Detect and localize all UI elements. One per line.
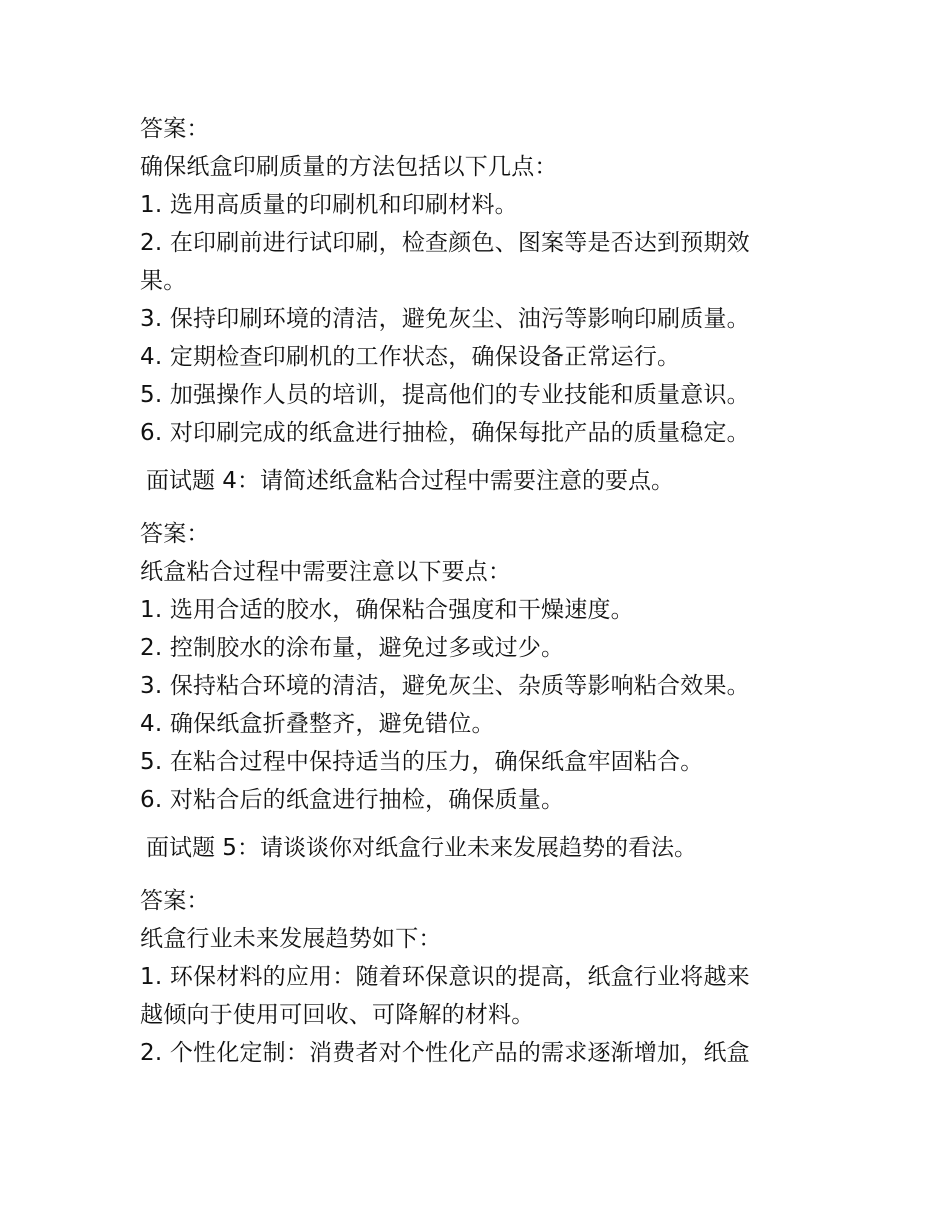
answer-section-4 — [140, 515, 810, 819]
answer-intro: 确保纸盒印刷质量的方法包括以下几点： — [140, 154, 558, 180]
answer-point: 2. 在印刷前进行试印刷，检查颜色、图案等是否达到预期效 — [140, 230, 750, 256]
document-page — [140, 110, 810, 1072]
question-4-title: 面试题 4：请简述纸盒粘合过程中需要注意的要点。 — [146, 468, 674, 494]
answer-intro: 纸盒粘合过程中需要注意以下要点： — [140, 559, 512, 585]
answer-point-continuation: 果。 — [140, 268, 187, 294]
answer-point: 3. 保持印刷环境的清洁，避免灰尘、油污等影响印刷质量。 — [140, 306, 750, 332]
answer-section-3 — [140, 110, 810, 452]
answer-point: 6. 对粘合后的纸盒进行抽检，确保质量。 — [140, 787, 565, 813]
answer-section-5 — [140, 882, 810, 1072]
answer-point: 5. 加强操作人员的培训，提高他们的专业技能和质量意识。 — [140, 382, 750, 408]
answer-label: 答案： — [140, 521, 210, 547]
answer-point: 2. 个性化定制：消费者对个性化产品的需求逐渐增加，纸盒 — [140, 1040, 750, 1066]
answer-point: 1. 环保材料的应用：随着环保意识的提高，纸盒行业将越来 — [140, 964, 750, 990]
answer-point: 1. 选用高质量的印刷机和印刷材料。 — [140, 192, 518, 218]
answer-point: 2. 控制胶水的涂布量，避免过多或过少。 — [140, 635, 565, 661]
question-5-title: 面试题 5：请谈谈你对纸盒行业未来发展趋势的看法。 — [146, 835, 697, 861]
answer-point-continuation: 越倾向于使用可回收、可降解的材料。 — [140, 1002, 535, 1028]
answer-label: 答案： — [140, 888, 210, 914]
answer-point: 4. 确保纸盒折叠整齐，避免错位。 — [140, 711, 495, 737]
answer-point: 5. 在粘合过程中保持适当的压力，确保纸盒牢固粘合。 — [140, 749, 704, 775]
answer-label: 答案： — [140, 116, 210, 142]
answer-point: 4. 定期检查印刷机的工作状态，确保设备正常运行。 — [140, 344, 681, 370]
answer-point: 6. 对印刷完成的纸盒进行抽检，确保每批产品的质量稳定。 — [140, 420, 750, 446]
answer-point: 3. 保持粘合环境的清洁，避免灰尘、杂质等影响粘合效果。 — [140, 673, 750, 699]
answer-point: 1. 选用合适的胶水，确保粘合强度和干燥速度。 — [140, 597, 634, 623]
answer-intro: 纸盒行业未来发展趋势如下： — [140, 926, 442, 952]
